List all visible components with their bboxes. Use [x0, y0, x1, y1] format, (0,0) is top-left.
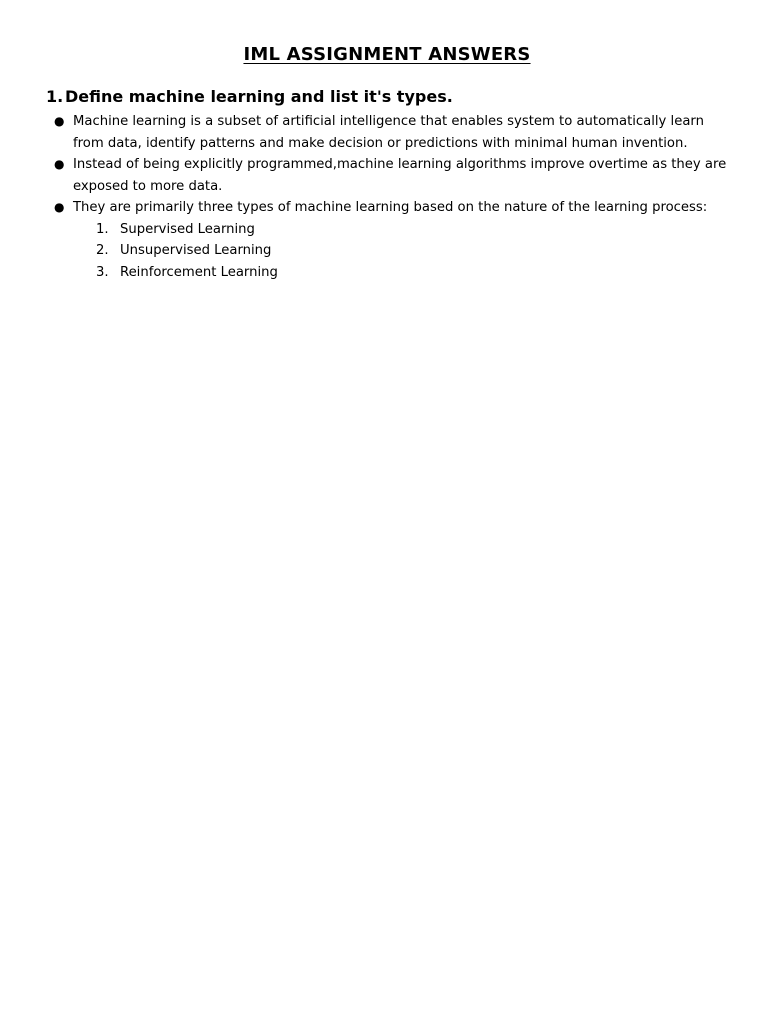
bullet-text: Machine learning is a subset of artificial intelligence that enables system to automatically learn from data, identify patterns and make decision or predictions with minimal human invention.	[73, 114, 704, 151]
bullet-text: They are primarily three types of machine learning based on the nature of the learning process:	[73, 200, 708, 215]
list-item-supervised	[96, 219, 728, 241]
bullet-item-types-intro	[54, 197, 728, 219]
bullet-text: Instead of being explicitly programmed,machine learning algorithms improve overtime as they are exposed to more data.	[73, 157, 727, 194]
question-heading	[46, 87, 728, 106]
list-number: 1.	[96, 221, 109, 237]
list-item-label: Supervised Learning	[120, 221, 255, 237]
document-title: IML ASSIGNMENT ANSWERS	[243, 44, 531, 65]
answer-bullet-list	[46, 111, 728, 219]
list-item-unsupervised	[96, 240, 728, 262]
bullet-item-definition	[54, 111, 728, 154]
bullet-item-improvement	[54, 154, 728, 197]
list-number: 3.	[96, 264, 109, 280]
bullet-dot-icon: ●	[54, 157, 65, 171]
list-item-label: Unsupervised Learning	[120, 243, 272, 258]
list-item-reinforcement	[96, 262, 728, 284]
list-item-label: Reinforcement Learning	[120, 264, 278, 280]
question-number: 1.	[46, 87, 64, 106]
list-number: 2.	[96, 243, 109, 258]
question-text: Define machine learning and list it's types.	[65, 87, 453, 106]
learning-types-list	[46, 219, 728, 284]
bullet-dot-icon: ●	[54, 200, 65, 214]
bullet-dot-icon: ●	[54, 114, 65, 128]
